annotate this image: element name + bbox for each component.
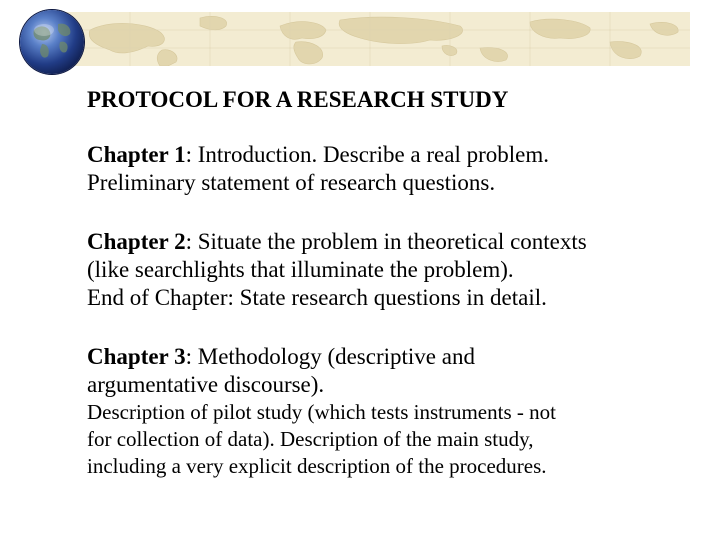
chapter-1-line-1 [87,141,697,169]
chapter-2-text-3: End of Chapter: State research questions in detail. [87,285,547,310]
slide-content [87,86,697,480]
chapter-1-paragraph [87,141,697,197]
chapter-2-label: Chapter 2 [87,229,186,254]
chapter-3-paragraph [87,343,697,480]
chapter-2-paragraph [87,228,697,312]
chapter-3-text-2: argumentative discourse). [87,372,325,397]
globe-icon [20,10,84,74]
chapter-3-line-1 [87,343,697,371]
chapter-1-text-2: Preliminary statement of research questions. [87,170,496,195]
chapter-2-line-1 [87,228,697,256]
globe-continents [20,10,84,74]
chapter-1-label: Chapter 1 [87,142,186,167]
world-map-image [50,12,690,66]
chapter-3-text-1: : Methodology (descriptive and [185,344,475,369]
chapter-2-text-1: : Situate the problem in theoretical contexts [185,229,587,254]
chapter-3-text-5: including a very explicit description of the procedures. [87,454,547,478]
chapter-1-text-1: : Introduction. Describe a real problem. [185,142,550,167]
chapter-3-label: Chapter 3 [87,344,186,369]
slide-title: PROTOCOL FOR A RESEARCH STUDY [87,87,509,112]
chapter-3-text-4: for collection of data). Description of the main study, [87,427,534,451]
world-map-banner [50,12,690,66]
chapter-3-text-3: Description of pilot study (which tests instruments - not [87,400,556,424]
chapter-2-text-2: (like searchlights that illuminate the problem). [87,257,514,282]
